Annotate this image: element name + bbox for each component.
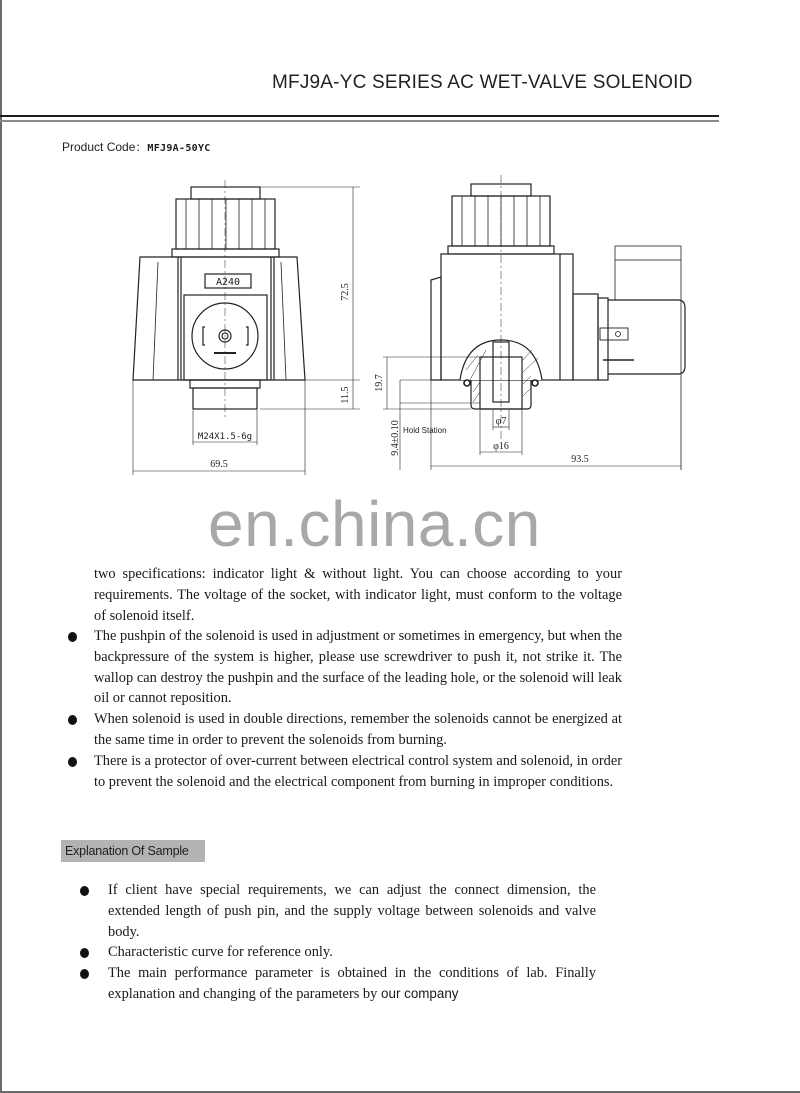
dim-hold-station: 9.4±0.10 bbox=[390, 420, 401, 456]
product-code bbox=[62, 138, 211, 155]
dim-total-width: 93.5 bbox=[571, 454, 589, 465]
list-item: The main performance parameter is obtained in the conditions of lab. Finally explanation and changing of the parameters by our company bbox=[78, 963, 596, 1005]
bullet-icon bbox=[80, 969, 89, 979]
notes-continued-paragraph: two specifications: indicator light & without light. You can choose according to your requirements. The voltage of the socket, with indicator light, must conform to the voltage of solenoid itself. bbox=[94, 566, 622, 624]
dim-seat-height: 19.7 bbox=[374, 374, 385, 392]
bullet-icon bbox=[68, 715, 77, 725]
title-rule-thin bbox=[0, 120, 719, 122]
notes-list bbox=[66, 626, 622, 792]
dim-thread-length: 11.5 bbox=[340, 386, 351, 404]
list-item: If client have special requirements, we can adjust the connect dimension, the extended length of push pin, and the supply voltage between solenoids and valve body. bbox=[78, 880, 596, 942]
explanation-heading: Explanation Of Sample bbox=[61, 840, 205, 862]
hold-station-label: Hold Station bbox=[403, 426, 447, 435]
explanation-list bbox=[78, 880, 596, 1005]
product-code-value: MFJ9A-50YC bbox=[147, 143, 211, 154]
document-title: MFJ9A-YC SERIES AC WET-VALVE SOLENOID bbox=[272, 72, 693, 93]
label-plate: A240 bbox=[215, 277, 241, 288]
title-rule-thick bbox=[0, 115, 719, 117]
bullet-icon bbox=[80, 886, 89, 896]
technical-drawing bbox=[0, 160, 800, 480]
watermark: en.china.cn bbox=[208, 488, 541, 560]
front-view bbox=[133, 180, 360, 475]
dim-width: 69.5 bbox=[210, 459, 228, 470]
dim-inner-dia: φ7 bbox=[495, 416, 507, 427]
list-item: There is a protector of over-current between electrical control system and solenoid, in order to prevent the solenoid and the electrical component from burning in improper conditions. bbox=[66, 751, 622, 793]
bullet-icon bbox=[68, 632, 77, 642]
list-item: When solenoid is used in double directions, remember the solenoids cannot be energized at the same time in order to prevent the solenoids from burning. bbox=[66, 709, 622, 751]
dim-outer-dia: φ16 bbox=[493, 441, 509, 452]
list-item: Characteristic curve for reference only. bbox=[78, 942, 596, 963]
bullet-icon bbox=[80, 948, 89, 958]
list-item: The pushpin of the solenoid is used in adjustment or sometimes in emergency, but when the backpressure of the system is higher, please use screwdriver to push it, not strike it. The wallop can destroy the pushpin and the surface of the leading hole, or the solenoid will leak oil or cannot reposition. bbox=[66, 626, 622, 709]
dim-height: 72.5 bbox=[340, 283, 351, 301]
bullet-icon bbox=[68, 757, 77, 767]
product-code-label: Product Code： bbox=[62, 140, 148, 154]
dim-thread-spec: M24X1.5-6g bbox=[197, 432, 253, 442]
